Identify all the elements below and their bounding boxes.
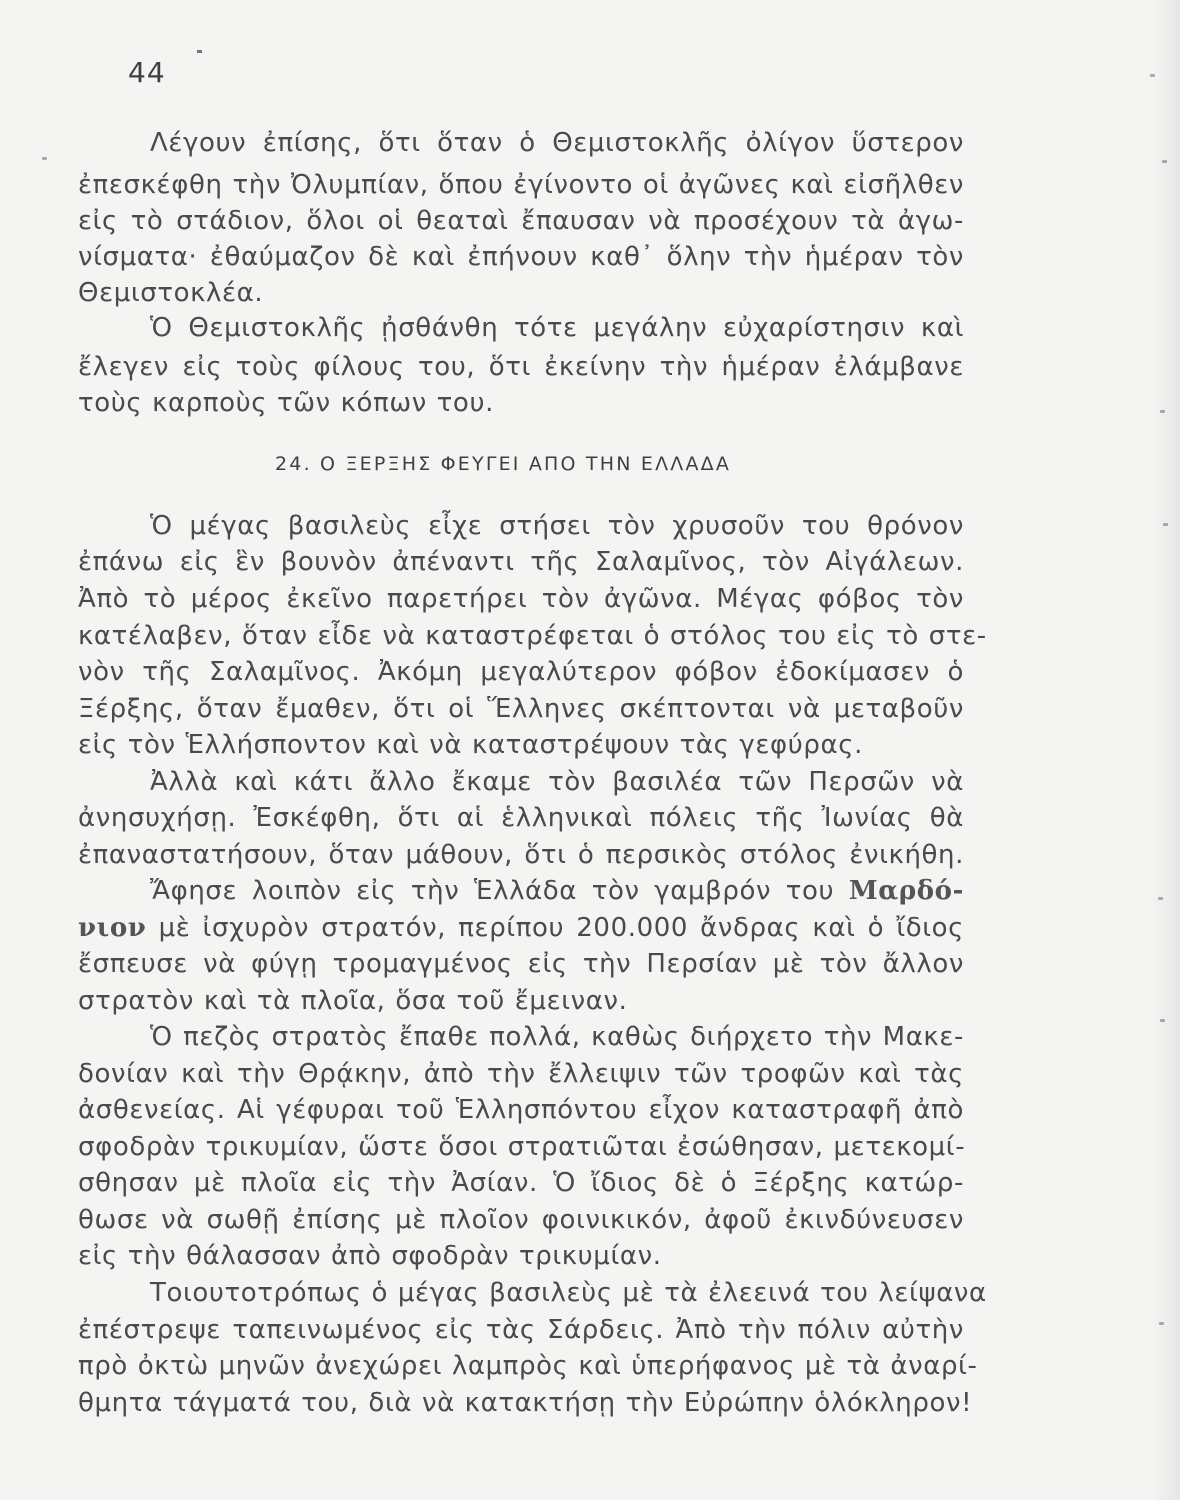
text-line: θμητα τάγματά του, διὰ νὰ κατακτήσῃ τὴν Εὐρώπην ὁλόκληρον! [78,1388,973,1418]
text-line: κατέλαβεν, ὅταν εἶδε νὰ καταστρέφεται ὁ στόλος του εἰς τὸ στε- [78,621,987,651]
scan-speck [42,157,47,160]
text-line: σφοδρὰν τρικυμίαν, ὥστε ὅσοι στρατιῶται ἐσώθησαν, μετεκομί- [78,1132,966,1162]
text-line: Τοιουτοτρόπως ὁ μέγας βασιλεὺς μὲ τὰ ἐλεεινά του λείψανα [150,1278,987,1308]
text-line: ἔσπευσε νὰ φύγῃ τρομαγμένος εἰς τὴν Περσίαν μὲ τὸν ἄλλον [78,949,964,979]
emphasized-name: νιον [78,913,147,943]
scan-speck [1158,897,1163,900]
text-line: Ὁ Θεμιστοκλῆς ᾐσθάνθη τότε μεγάλην εὐχαρίστησιν καὶ [150,313,964,343]
text-line: τοὺς καρποὺς τῶν κόπων του. [78,388,494,418]
text-line: εἰς τὴν θάλασσαν ἀπὸ σφοδρὰν τρικυμίαν. [78,1241,662,1271]
text-line: Ἀλλὰ καὶ κάτι ἄλλο ἔκαμε τὸν βασιλέα τῶν Περσῶν νὰ [150,767,964,797]
text-line: σθησαν μὲ πλοῖα εἰς τὴν Ἀσίαν. Ὁ ἴδιος δὲ ὁ Ξέρξης κατώρ- [78,1168,964,1198]
text-line: νίσματα· ἐθαύμαζον δὲ καὶ ἐπήνουν καθ᾽ ὅλην τὴν ἡμέραν τὸν [78,242,964,272]
text-line: δονίαν καὶ τὴν Θρᾴκην, ἀπὸ τὴν ἔλλειψιν τῶν τροφῶν καὶ τὰς [78,1059,964,1089]
text-line [78,911,964,945]
text-line: εἰς τὸν Ἑλλήσποντον καὶ νὰ καταστρέψουν τὰς γεφύρας. [78,730,863,760]
section-heading: 24. Ο ΞΕΡΞΗΣ ΦΕΥΓΕΙ ΑΠΟ ΤΗΝ ΕΛΛΑΔΑ [275,453,732,475]
text-line: ἀνησυχήσῃ. Ἐσκέφθη, ὅτι αἱ ἑλληνικαὶ πόλεις τῆς Ἰωνίας θὰ [78,803,964,833]
text-segment: μὲ ἰσχυρὸν στρατόν, περίπου 200.000 ἄνδρας καὶ ὁ ἴδιος [158,913,964,943]
scan-speck [1162,160,1167,163]
text-line: ἐπέστρεψε ταπεινωμένος εἰς τὰς Σάρδεις. Ἀπὸ τὴν πόλιν αὐτὴν [78,1315,964,1345]
text-line: ἐπαναστατήσουν, ὅταν μάθουν, ὅτι ὁ περσικὸς στόλος ἐνικήθη. [78,840,964,870]
text-line: στρατὸν καὶ τὰ πλοῖα, ὅσα τοῦ ἔμειναν. [78,986,628,1016]
text-line: ἐπεσκέφθη τὴν Ὀλυμπίαν, ὅπου ἐγίνοντο οἱ ἀγῶνες καὶ εἰσῆλθεν [78,170,964,200]
text-line: Θεμιστοκλέα. [78,278,264,308]
text-line: Ὁ πεζὸς στρατὸς ἔπαθε πολλά, καθὼς διήρχετο τὴν Μακε- [150,1022,964,1052]
text-line: πρὸ ὀκτὼ μηνῶν ἀνεχώρει λαμπρὸς καὶ ὑπερήφανος μὲ τὰ ἀναρί- [78,1351,978,1381]
text-line: ἐπάνω εἰς ἓν βουνὸν ἀπέναντι τῆς Σαλαμῖνος, τὸν Αἰγάλεων. [78,547,964,577]
scan-speck [1160,1019,1165,1022]
page-number: 44 [128,56,166,89]
print-mark [197,50,202,53]
text-line: Λέγουν ἐπίσης, ὅτι ὅταν ὁ Θεμιστοκλῆς ὀλίγον ὕστερον [150,128,964,158]
scan-speck [1159,1322,1164,1325]
text-line: Ξέρξης, ὅταν ἔμαθεν, ὅτι οἱ Ἕλληνες σκέπτονται νὰ μεταβοῦν [78,694,964,724]
scan-speck [1160,410,1165,413]
text-line: νὸν τῆς Σαλαμῖνος. Ἀκόμη μεγαλύτερον φόβον ἐδοκίμασεν ὁ [78,657,964,687]
text-segment: Ἄφησε λοιπὸν εἰς τὴν Ἑλλάδα τὸν γαμβρόν του [150,876,835,906]
scan-speck [1150,74,1155,77]
text-line [150,874,964,908]
text-line: Ὁ μέγας βασιλεὺς εἶχε στήσει τὸν χρυσοῦν του θρόνον [150,511,964,541]
text-line: θωσε νὰ σωθῇ ἐπίσης μὲ πλοῖον φοινικικόν, ἀφοῦ ἐκινδύνευσεν [78,1205,964,1235]
text-line: ἔλεγεν εἰς τοὺς φίλους του, ὅτι ἐκείνην τὴν ἡμέραν ἐλάμβανε [78,352,964,382]
text-line: ἀσθενείας. Αἱ γέφυραι τοῦ Ἑλλησπόντου εἶχον καταστραφῆ ἀπὸ [78,1095,964,1125]
text-line: εἰς τὸ στάδιον, ὅλοι οἱ θεαταὶ ἔπαυσαν νὰ προσέχουν τὰ ἀγω- [78,206,964,236]
text-line: Ἀπὸ τὸ μέρος ἐκεῖνο παρετήρει τὸν ἀγῶνα. Μέγας φόβος τὸν [78,584,964,614]
scan-speck [1163,523,1168,526]
emphasized-name: Μαρδό- [848,876,964,906]
